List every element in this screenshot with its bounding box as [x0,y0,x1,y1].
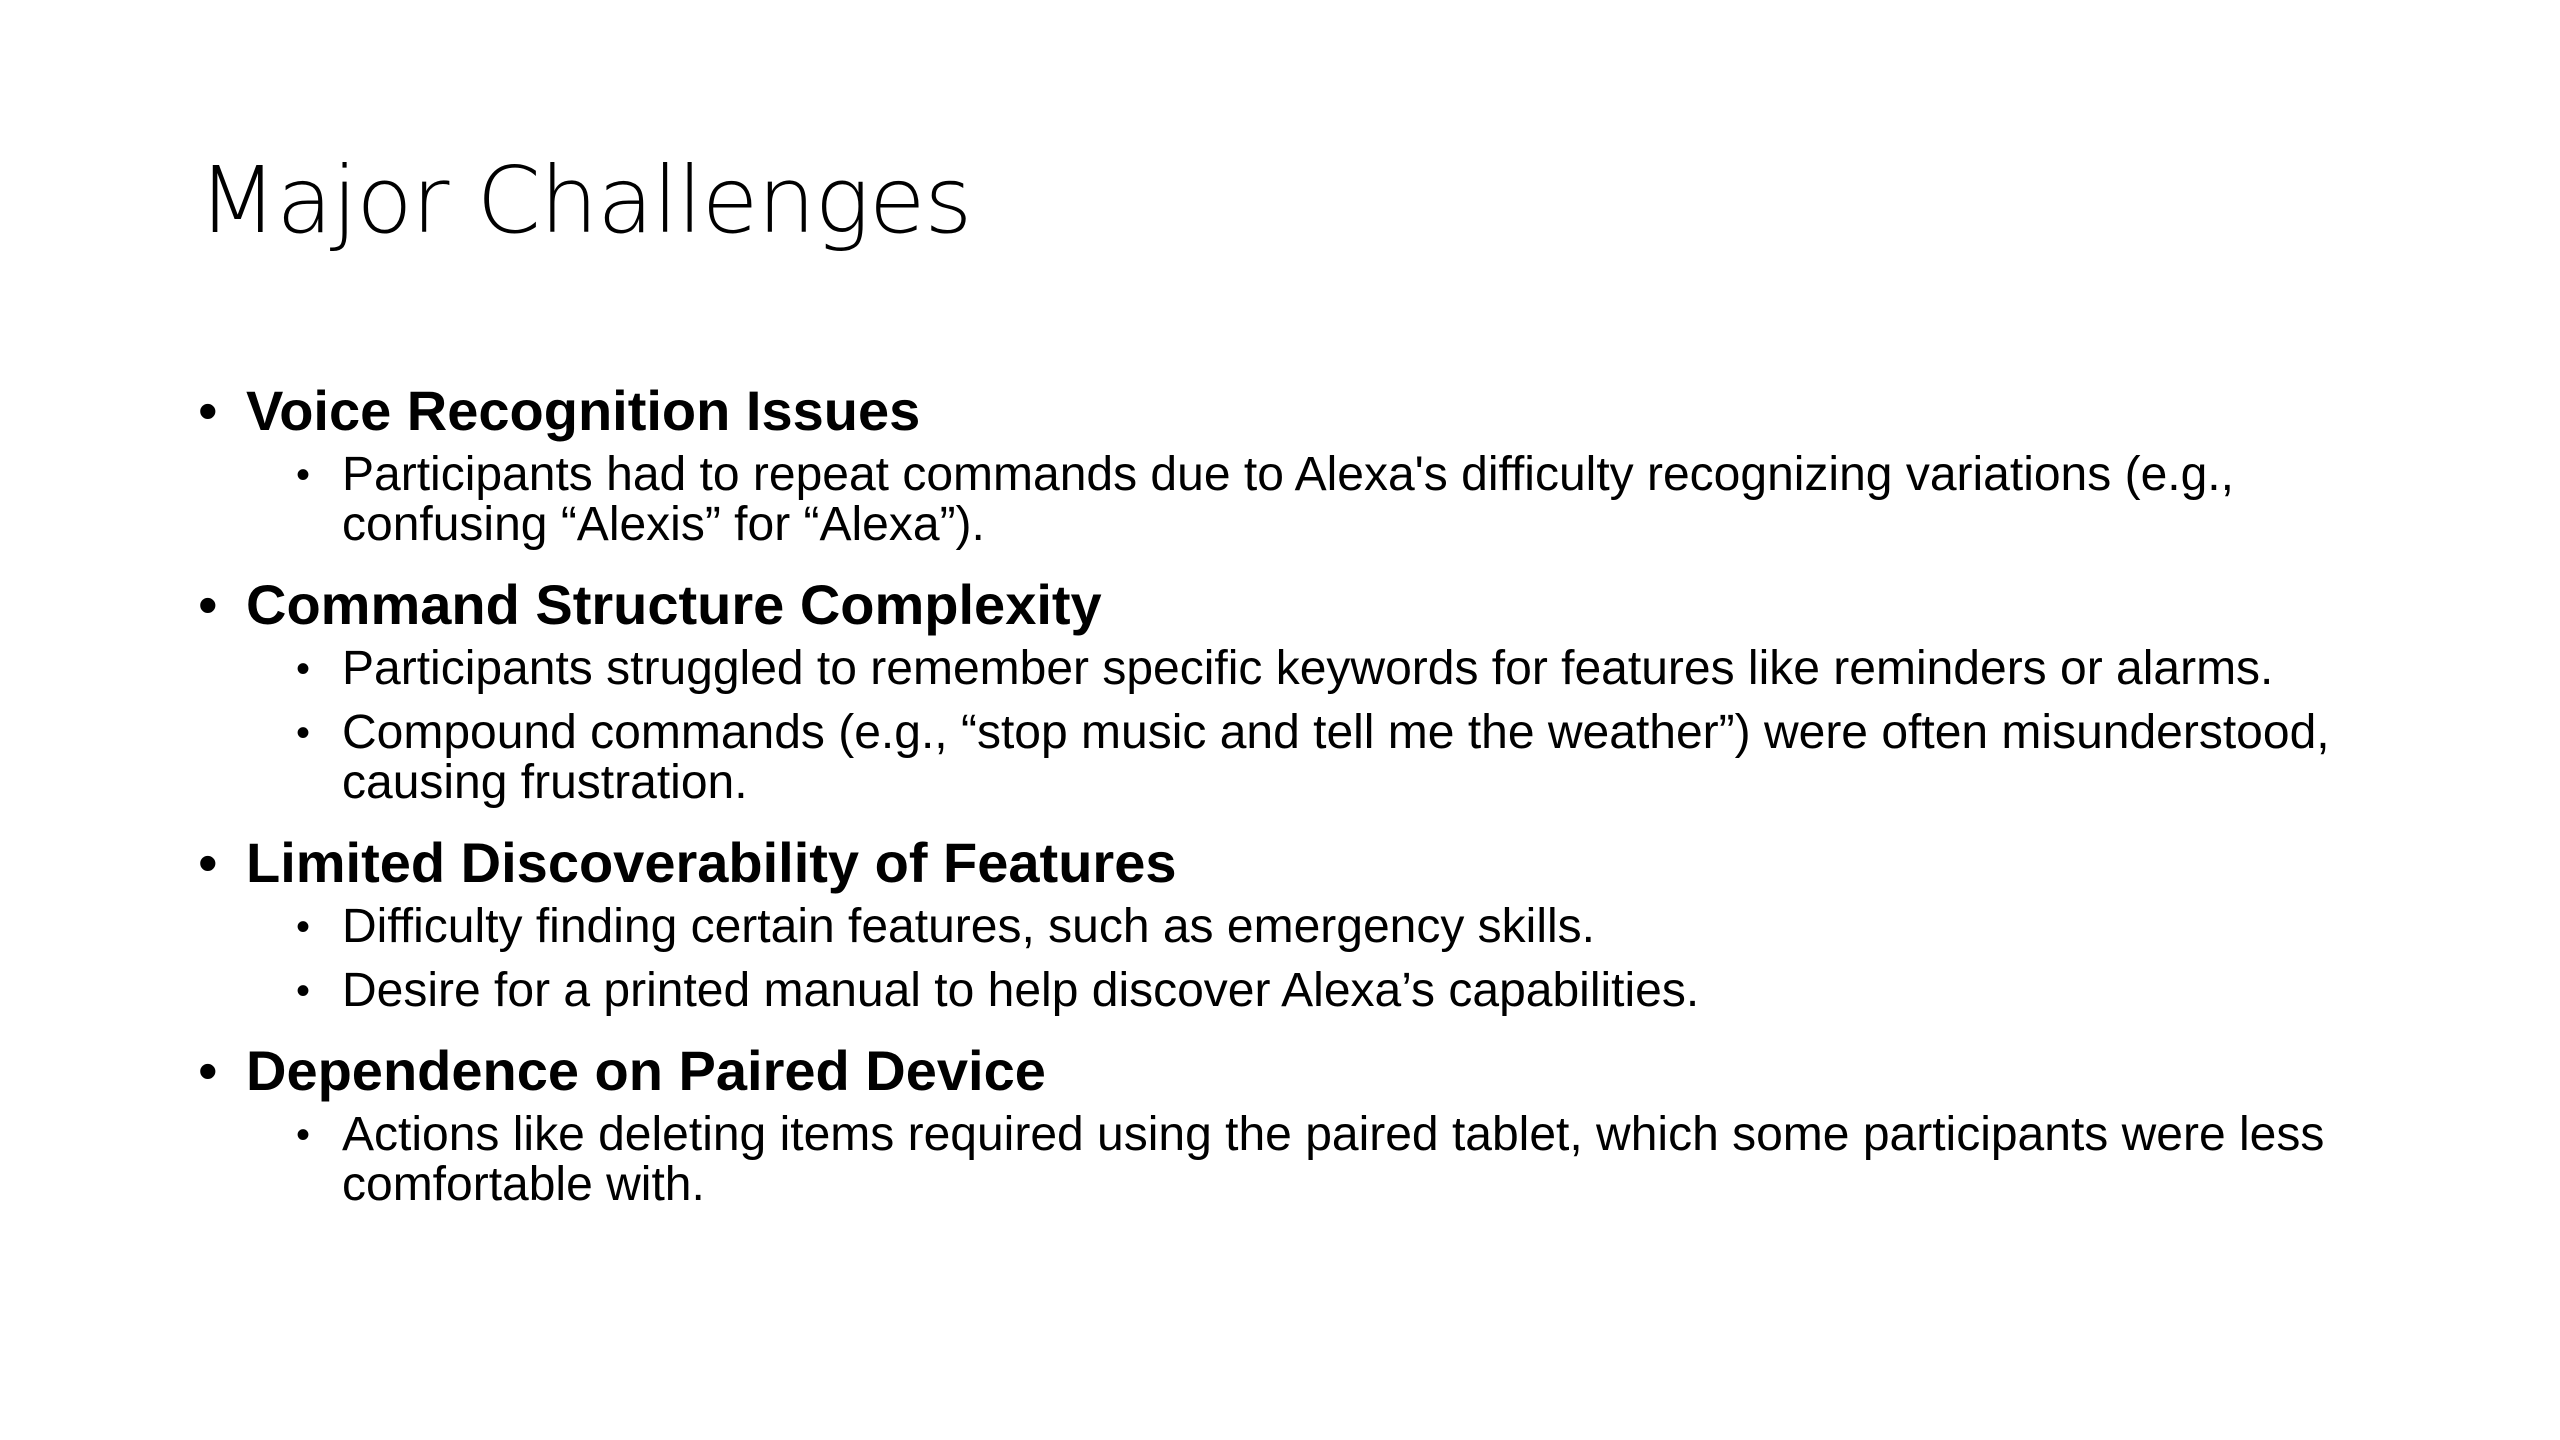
sub-bullet-item [296,1110,2398,1210]
sub-bullet-dot-icon: • [296,905,311,950]
bullet-row [198,572,2398,638]
sub-bullet-list [198,450,2398,550]
bullet-discoverability [198,830,2398,1016]
bullet-heading: Voice Recognition Issues [246,379,921,442]
sub-bullet-dot-icon: • [296,711,311,756]
sub-bullet-item [296,644,2398,694]
sub-bullet-item [296,450,2398,550]
sub-bullet-text: Participants struggled to remember specific keywords for features like reminders or alarms. [342,642,2274,696]
sub-bullet-dot-icon: • [296,453,311,498]
sub-bullet-text: Actions like deleting items required using the paired tablet, which some participants were less comfortable with. [342,1108,2325,1212]
slide-title: Major Challenges [198,147,972,254]
sub-bullet-item [296,966,2398,1016]
bullet-dot-icon: • [198,573,218,637]
bullet-dot-icon: • [198,831,218,895]
sub-bullet-item [296,902,2398,952]
bullet-dot-icon: • [198,1039,218,1103]
bullet-heading: Limited Discoverability of Features [246,831,1177,895]
sub-bullet-list [198,902,2398,1016]
sub-bullet-text: Compound commands (e.g., “stop music and tell me the weather”) were often misunderstood, causing frustration. [342,706,2330,810]
sub-bullet-text: Difficulty finding certain features, such as emergency skills. [342,900,1595,954]
bullet-command-structure [198,572,2398,808]
bullet-paired-device [198,1038,2398,1210]
bullet-voice-recognition [198,378,2398,550]
sub-bullet-list [198,1110,2398,1210]
sub-bullet-item [296,708,2398,808]
bullet-heading: Dependence on Paired Device [246,1039,1046,1103]
bullet-dot-icon: • [198,379,218,442]
bullet-row [198,378,2398,444]
bullet-list [198,378,2398,1210]
sub-bullet-dot-icon: • [296,969,311,1014]
sub-bullet-dot-icon: • [296,647,311,692]
bullet-row [198,830,2398,896]
slide-content [198,378,2398,1232]
sub-bullet-dot-icon: • [296,1113,311,1158]
sub-bullet-text: Participants had to repeat commands due to Alexa's difficulty recognizing variations (e.g., confusing “Alexis” for “Alexa”). [342,448,2234,552]
bullet-heading: Command Structure Complexity [246,573,1102,637]
bullet-row [198,1038,2398,1104]
sub-bullet-text: Desire for a printed manual to help discover Alexa’s capabilities. [342,964,1700,1018]
sub-bullet-list [198,644,2398,808]
